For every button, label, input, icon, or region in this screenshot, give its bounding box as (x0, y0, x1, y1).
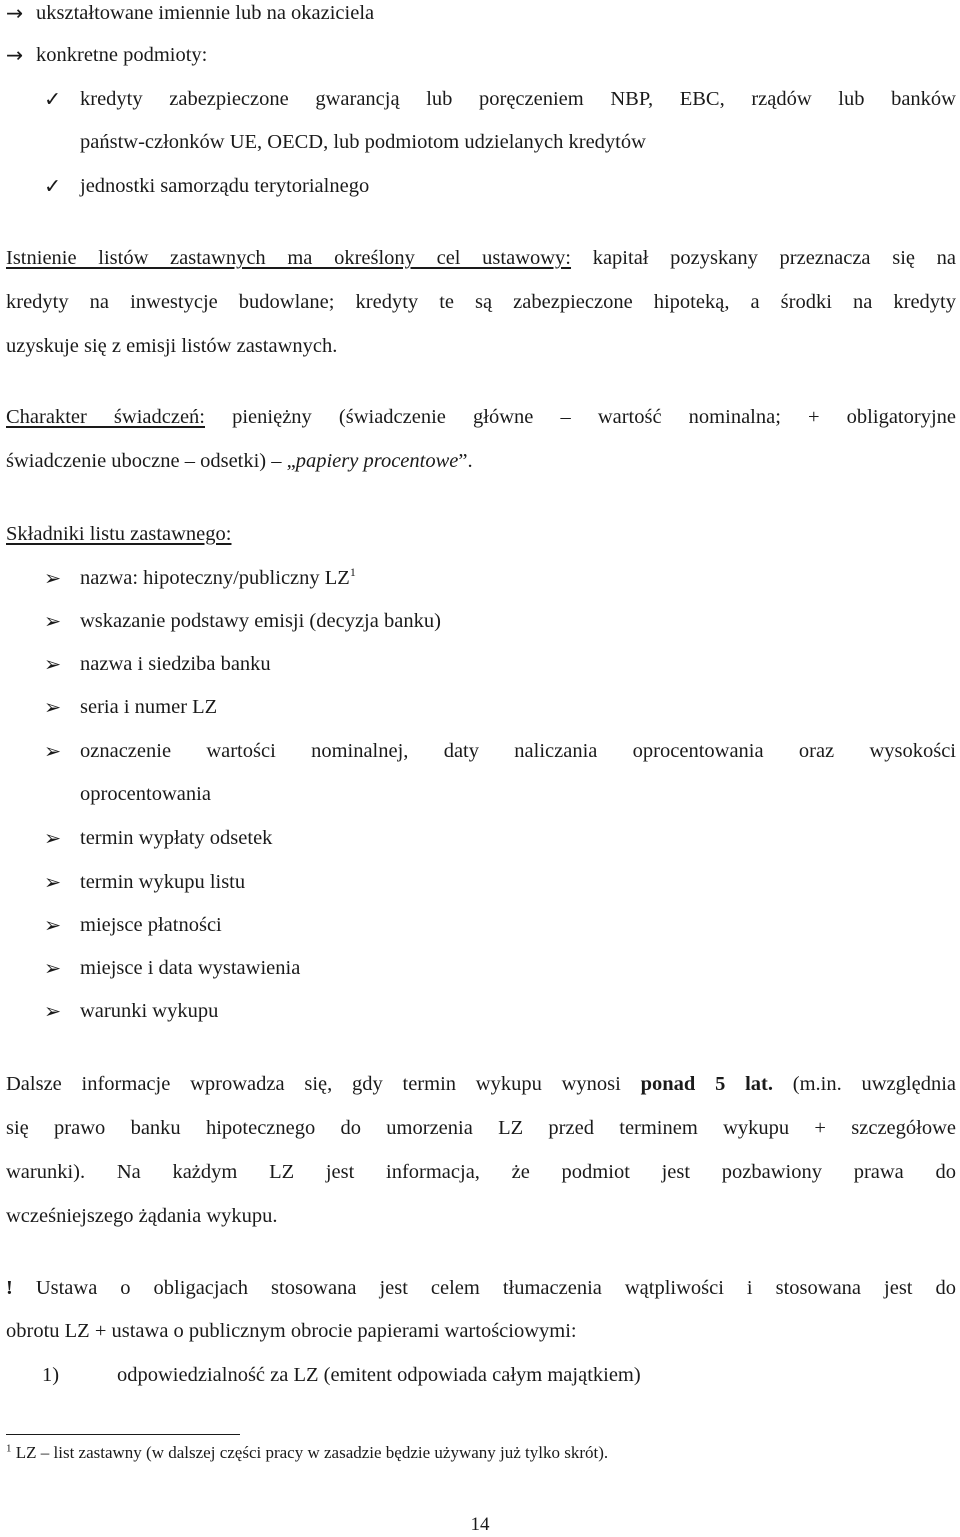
paragraph-line: się prawo banku hipotecznego do umorzenia LZ przed terminem wykupu + szczegółowe (6, 1117, 956, 1139)
paragraph-line (6, 245, 956, 271)
list-item-text: nazwa: hipoteczny/publiczny LZ (80, 567, 350, 589)
arrowhead-bullet-icon: ➢ (44, 870, 62, 894)
paragraph-text: (m.in. uwzględnia (792, 1073, 956, 1095)
list-item (80, 565, 356, 591)
paragraph-label: Istnienie listów zastawnych ma określony cel ustawowy: (6, 247, 572, 269)
numbered-item-number: 1) (42, 1364, 60, 1386)
arrowhead-bullet-icon: ➢ (44, 999, 62, 1023)
paragraph-line (6, 1071, 956, 1097)
arrowhead-bullet-icon: ➢ (44, 913, 62, 937)
numbered-item-text: odpowiedzialność za LZ (emitent odpowiada całym majątkiem) (117, 1364, 641, 1386)
checkmark-icon: ✓ (44, 87, 62, 111)
paragraph-line (6, 448, 473, 474)
checkmark-icon: ✓ (44, 174, 62, 198)
paragraph-line: wcześniejszego żądania wykupu. (6, 1205, 278, 1227)
paragraph-text: świadczenie uboczne – odsetki) – „ (6, 450, 296, 472)
arrowhead-bullet-icon: ➢ (44, 609, 62, 633)
list-item: miejsce płatności (80, 914, 222, 936)
list-item: seria i numer LZ (80, 696, 218, 718)
paragraph-text: kapitał pozyskany przeznacza się na (592, 247, 957, 269)
paragraph-line: warunki). Na każdym LZ jest informacja, że podmiot jest pozbawiony prawa do (6, 1161, 956, 1183)
arrow-icon: → (6, 1, 24, 25)
paragraph-label: Charakter świadczeń: (6, 406, 205, 428)
list-item: termin wypłaty odsetek (80, 827, 273, 849)
arrowhead-bullet-icon: ➢ (44, 739, 62, 763)
list-item: wskazanie podstawy emisji (decyzja banku) (80, 610, 441, 632)
list-item: kredyty zabezpieczone gwarancją lub poręczeniem NBP, EBC, rządów lub banków (80, 88, 956, 110)
list-item: miejsce i data wystawienia (80, 957, 301, 979)
footnote-ref: 1 (349, 565, 356, 580)
list-item-continuation: państw-członków UE, OECD, lub podmiotom udzielanych kredytów (80, 131, 646, 153)
list-item: konkretne podmioty: (36, 44, 208, 66)
exclamation-mark: ! (6, 1277, 13, 1299)
arrow-icon: → (6, 43, 24, 67)
section-heading: Składniki listu zastawnego: (6, 523, 232, 545)
paragraph-text: ”. (458, 450, 473, 472)
list-item: oznaczenie wartości nominalnej, daty naliczania oprocentowania oraz wysokości (80, 740, 956, 762)
arrowhead-bullet-icon: ➢ (44, 566, 62, 590)
paragraph-line (6, 404, 956, 430)
paragraph-line (6, 1275, 956, 1301)
arrowhead-bullet-icon: ➢ (44, 695, 62, 719)
list-item: termin wykupu listu (80, 871, 246, 893)
paragraph-text: Dalsze informacje wprowadza się, gdy termin wykupu wynosi (6, 1073, 621, 1095)
list-item-continuation: oprocentowania (80, 783, 211, 805)
paragraph-text: Ustawa o obligacjach stosowana jest celem tłumaczenia wątpliwości i stosowana jest do (35, 1277, 956, 1299)
footnote-separator (6, 1434, 240, 1435)
bold-term: ponad 5 lat. (640, 1073, 773, 1095)
paragraph-line: uzyskuje się z emisji listów zastawnych. (6, 335, 338, 357)
paragraph-line: obrotu LZ + ustawa o publicznym obrocie papierami wartościowymi: (6, 1320, 577, 1342)
paragraph-text: pieniężny (świadczenie główne – wartość nominalna; + obligatoryjne (232, 406, 956, 428)
arrowhead-bullet-icon: ➢ (44, 652, 62, 676)
page-number: 14 (470, 1514, 490, 1535)
italic-term: papiery procentowe (295, 450, 459, 472)
arrowhead-bullet-icon: ➢ (44, 956, 62, 980)
list-item: nazwa i siedziba banku (80, 653, 271, 675)
arrowhead-bullet-icon: ➢ (44, 826, 62, 850)
footnote (6, 1442, 608, 1464)
paragraph-line: kredyty na inwestycje budowlane; kredyty te są zabezpieczone hipoteką, a środki na kredyty (6, 291, 956, 313)
list-item: warunki wykupu (80, 1000, 219, 1022)
footnote-mark: 1 (6, 1442, 12, 1455)
footnote-text: LZ – list zastawny (w dalszej części pracy w zasadzie będzie używany już tylko skrót). (15, 1443, 609, 1462)
list-item: jednostki samorządu terytorialnego (80, 175, 370, 197)
list-item: ukształtowane imiennie lub na okaziciela (36, 2, 375, 24)
